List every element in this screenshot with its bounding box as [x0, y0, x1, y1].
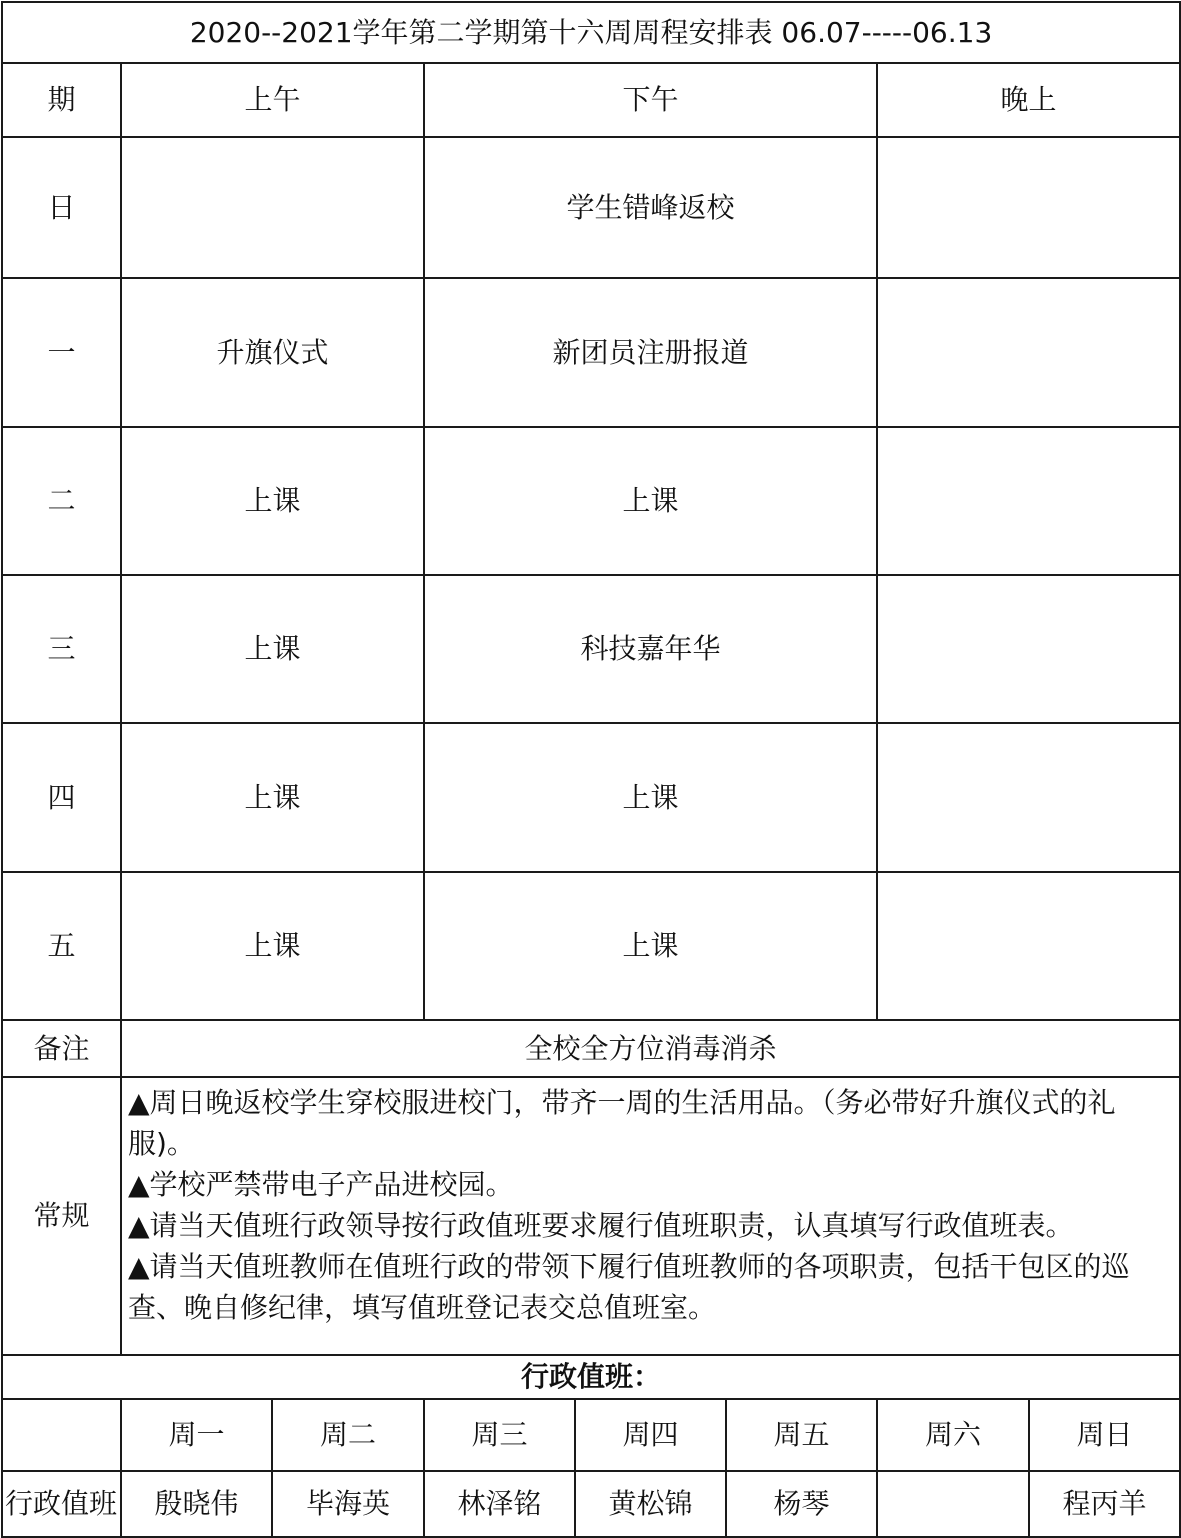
- duty-weekday: 周日: [1029, 1399, 1180, 1471]
- header-day: 期: [2, 63, 121, 137]
- morning-cell: 上课: [121, 872, 424, 1020]
- day-label: 三: [2, 575, 121, 723]
- duty-heading-row: [2, 1355, 1180, 1399]
- afternoon-cell: 上课: [424, 872, 877, 1020]
- morning-cell: 上课: [121, 575, 424, 723]
- header-evening: 晚上: [877, 63, 1180, 137]
- remarks-label: 备注: [2, 1020, 121, 1077]
- duty-names-row: [2, 1471, 1180, 1537]
- afternoon-cell: 上课: [424, 723, 877, 872]
- evening-cell: [877, 872, 1180, 1020]
- duty-weekday-row: [2, 1399, 1180, 1471]
- header-morning: 上午: [121, 63, 424, 137]
- duty-weekday: 周六: [877, 1399, 1029, 1471]
- morning-cell: 升旗仪式: [121, 278, 424, 427]
- morning-cell: 上课: [121, 723, 424, 872]
- duty-weekday: 周三: [424, 1399, 575, 1471]
- day-label: 一: [2, 278, 121, 427]
- day-label: 五: [2, 872, 121, 1020]
- afternoon-cell: 科技嘉年华: [424, 575, 877, 723]
- morning-cell: 上课: [121, 427, 424, 575]
- header-afternoon: 下午: [424, 63, 877, 137]
- evening-cell: [877, 723, 1180, 872]
- evening-cell: [877, 278, 1180, 427]
- schedule-row: [2, 278, 1180, 427]
- duty-name: 黄松锦: [575, 1471, 726, 1537]
- afternoon-cell: 学生错峰返校: [424, 137, 877, 278]
- schedule-row: [2, 723, 1180, 872]
- title-row: [2, 2, 1180, 63]
- schedule-row: [2, 872, 1180, 1020]
- duty-name: 林泽铭: [424, 1471, 575, 1537]
- routine-notes: [121, 1077, 1180, 1355]
- routine-row: [2, 1077, 1180, 1355]
- evening-cell: [877, 137, 1180, 278]
- afternoon-cell: 新团员注册报道: [424, 278, 877, 427]
- duty-weekday: 周五: [726, 1399, 877, 1471]
- duty-name: 殷晓伟: [121, 1471, 272, 1537]
- schedule-row: [2, 427, 1180, 575]
- routine-item: ▲请当天值班行政领导按行政值班要求履行值班职责，认真填写行政值班表。: [128, 1209, 1074, 1242]
- schedule-row: [2, 575, 1180, 723]
- morning-cell: [121, 137, 424, 278]
- remarks-value: 全校全方位消毒消杀: [121, 1020, 1180, 1077]
- duty-weekday: 周一: [121, 1399, 272, 1471]
- duty-name: 毕海英: [272, 1471, 424, 1537]
- day-label: 二: [2, 427, 121, 575]
- routine-item: ▲学校严禁带电子产品进校园。: [128, 1168, 514, 1201]
- day-label: 日: [2, 137, 121, 278]
- routine-item: ▲周日晚返校学生穿校服进校门，带齐一周的生活用品。（务必带好升旗仪式的礼服)。: [128, 1086, 1116, 1160]
- evening-cell: [877, 427, 1180, 575]
- duty-weekday: 周四: [575, 1399, 726, 1471]
- table-title: 2020--2021学年第二学期第十六周周程安排表 06.07-----06.13: [2, 2, 1180, 63]
- header-row: [2, 63, 1180, 137]
- duty-name: 杨琴: [726, 1471, 877, 1537]
- duty-name: [877, 1471, 1029, 1537]
- remarks-row: [2, 1020, 1180, 1077]
- routine-label: 常规: [2, 1077, 121, 1355]
- duty-weekday: 周二: [272, 1399, 424, 1471]
- duty-heading: 行政值班：: [2, 1355, 1180, 1399]
- day-label: 四: [2, 723, 121, 872]
- duty-name: 程丙羊: [1029, 1471, 1180, 1537]
- duty-corner-cell: [2, 1399, 121, 1471]
- routine-item: ▲请当天值班教师在值班行政的带领下履行值班教师的各项职责，包括干包区的巡查、晚自修纪律，填写值班登记表交总值班室。: [128, 1250, 1130, 1324]
- evening-cell: [877, 575, 1180, 723]
- schedule-row: [2, 137, 1180, 278]
- weekly-schedule-table: [1, 1, 1181, 1538]
- duty-row-label: 行政值班: [2, 1471, 121, 1537]
- afternoon-cell: 上课: [424, 427, 877, 575]
